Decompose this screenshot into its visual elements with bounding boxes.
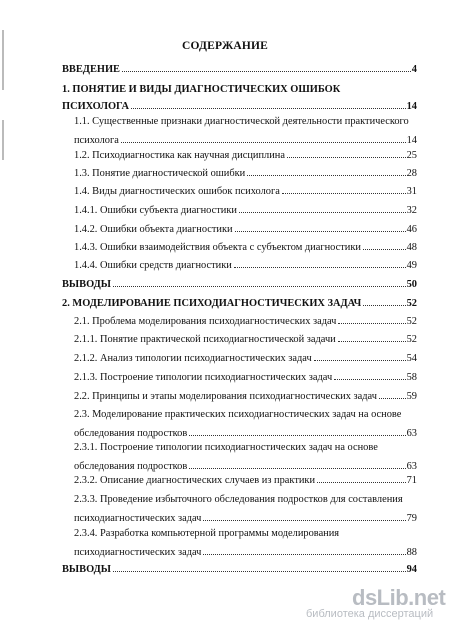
dot-leader xyxy=(234,267,406,268)
toc-entry-label: 2. МОДЕЛИРОВАНИЕ ПСИХОДИАГНОСТИЧЕСКИХ ЗАДАЧ xyxy=(62,298,362,309)
toc-page-number: 46 xyxy=(406,224,417,235)
toc-entry xyxy=(62,563,417,576)
toc-entry xyxy=(62,297,417,310)
watermark-logo: dsLib.net xyxy=(352,585,446,610)
toc-entry xyxy=(74,115,417,147)
toc-entry xyxy=(74,352,417,365)
toc-entry xyxy=(62,278,417,291)
toc-page-number: 50 xyxy=(406,279,417,290)
toc-entry xyxy=(74,204,417,217)
dot-leader xyxy=(282,193,406,194)
toc-entry xyxy=(74,527,417,559)
dot-leader xyxy=(131,108,406,109)
toc-entry-label: ВЫВОДЫ xyxy=(62,564,111,575)
dot-leader xyxy=(189,468,405,469)
toc-entry xyxy=(74,241,417,254)
toc-entry-label: 2.1. Проблема моделирования психодиагностических задач xyxy=(74,316,337,327)
toc-page-number: 52 xyxy=(406,298,417,309)
toc-entry-label-continuation: ПСИХОЛОГА xyxy=(62,101,130,112)
toc-page-number: 58 xyxy=(406,372,417,383)
toc-page-number: 4 xyxy=(411,64,417,75)
toc-entry xyxy=(74,333,417,346)
toc-page-number: 25 xyxy=(406,150,417,161)
dot-leader xyxy=(203,520,405,521)
dot-leader xyxy=(338,341,406,342)
dot-leader xyxy=(338,323,405,324)
toc-entry-label: 2.1.1. Понятие практической психодиагностической задачи xyxy=(74,334,336,345)
dot-leader xyxy=(363,249,406,250)
dot-leader xyxy=(334,379,405,380)
dot-leader xyxy=(121,142,406,143)
toc-entry-label: 2.1.3. Построение типологии психодиагностических задач xyxy=(74,372,333,383)
toc-entry-label: 1.2. Психодиагностика как научная дисциплина xyxy=(74,150,285,161)
toc-entry xyxy=(62,63,417,76)
dot-leader xyxy=(247,175,405,176)
dot-leader xyxy=(113,571,406,572)
toc-page-number: 52 xyxy=(406,316,417,327)
toc-page-number: 48 xyxy=(406,242,417,253)
toc-entry-label: 2.2. Принципы и этапы моделирования психодиагностических задач xyxy=(74,391,377,402)
toc-entry xyxy=(74,223,417,236)
dot-leader xyxy=(239,212,406,213)
toc-title: СОДЕРЖАНИЕ xyxy=(181,40,269,52)
toc-entry xyxy=(74,474,417,487)
toc-entry xyxy=(74,149,417,162)
toc-entry xyxy=(74,371,417,384)
dot-leader xyxy=(203,554,405,555)
dot-leader xyxy=(314,360,406,361)
toc-entry-label: 2.3.3. Проведение избыточного обследования подростков для составления xyxy=(74,494,403,505)
toc-page-number: 94 xyxy=(406,564,417,575)
toc-entry-label: 1.4. Виды диагностических ошибок психолога xyxy=(74,186,280,197)
toc-entry-label: 1.4.3. Ошибки взаимодействия объекта с субъектом диагностики xyxy=(74,242,361,253)
toc-entry-label: 1.1. Существенные признаки диагностической деятельности практического xyxy=(74,116,409,127)
toc-entry xyxy=(74,408,417,440)
toc-entry-label: 2.1.2. Анализ типологии психодиагностических задач xyxy=(74,353,312,364)
toc-entry xyxy=(74,390,417,403)
toc-entry xyxy=(74,493,417,525)
toc-page-number: 28 xyxy=(406,168,417,179)
toc-entry-label: ВЫВОДЫ xyxy=(62,279,111,290)
toc-page-number: 63 xyxy=(406,461,417,472)
dot-leader xyxy=(317,482,406,483)
toc-entry-label: 2.3.1. Построение типологии психодиагностических задач на основе xyxy=(74,442,378,453)
dot-leader xyxy=(287,157,406,158)
toc-page-number: 63 xyxy=(406,428,417,439)
toc-entry-label: 2.3.4. Разработка компьютерной программы моделирования xyxy=(74,528,340,539)
toc-entry-label: 1.3. Понятие диагностической ошибки xyxy=(74,168,246,179)
toc-entry-label-continuation: психолога xyxy=(74,135,119,146)
dot-leader xyxy=(189,435,405,436)
toc-entry-label: 1.4.4. Ошибки средств диагностики xyxy=(74,260,232,271)
toc-page-number: 54 xyxy=(406,353,417,364)
toc-entry xyxy=(74,259,417,272)
toc-page-number: 49 xyxy=(406,260,417,271)
dot-leader xyxy=(122,71,411,72)
toc-entry-label: ВВЕДЕНИЕ xyxy=(62,64,120,75)
watermark-subtitle: библиотека диссертаций xyxy=(306,608,434,620)
toc-entry-label-continuation: обследования подростков xyxy=(74,428,188,439)
toc-page-number: 31 xyxy=(406,186,417,197)
toc-entry-label-continuation: психодиагностических задач xyxy=(74,547,202,558)
toc-entry xyxy=(74,185,417,198)
toc-page-number: 52 xyxy=(406,334,417,345)
toc-entry xyxy=(74,167,417,180)
toc-entry-label: 2.3. Моделирование практических психодиагностических задач на основе xyxy=(74,409,402,420)
dot-leader xyxy=(379,398,406,399)
toc-entry-label-continuation: психодиагностических задач xyxy=(74,513,202,524)
scan-edge-mark xyxy=(2,30,4,90)
toc-entry-label: 2.3.2. Описание диагностических случаев из практики xyxy=(74,475,316,486)
dot-leader xyxy=(363,305,405,306)
toc-page-number: 14 xyxy=(406,135,417,146)
dot-leader xyxy=(235,231,406,232)
scan-edge-mark xyxy=(2,120,4,160)
toc-entry xyxy=(62,83,417,113)
toc-page-number: 79 xyxy=(406,513,417,524)
toc-page-number: 88 xyxy=(406,547,417,558)
toc-entry-label: 1. ПОНЯТИЕ И ВИДЫ ДИАГНОСТИЧЕСКИХ ОШИБОК xyxy=(62,84,341,95)
toc-entry-label: 1.4.1. Ошибки субъекта диагностики xyxy=(74,205,237,216)
toc-page-number: 32 xyxy=(406,205,417,216)
toc-page-number: 59 xyxy=(406,391,417,402)
toc-entry xyxy=(74,315,417,328)
dot-leader xyxy=(113,286,406,287)
toc-entry-label-continuation: обследования подростков xyxy=(74,461,188,472)
toc-page-number: 14 xyxy=(406,101,417,112)
toc-page-number: 71 xyxy=(406,475,417,486)
toc-entry xyxy=(74,441,417,473)
toc-entry-label: 1.4.2. Ошибки объекта диагностики xyxy=(74,224,233,235)
